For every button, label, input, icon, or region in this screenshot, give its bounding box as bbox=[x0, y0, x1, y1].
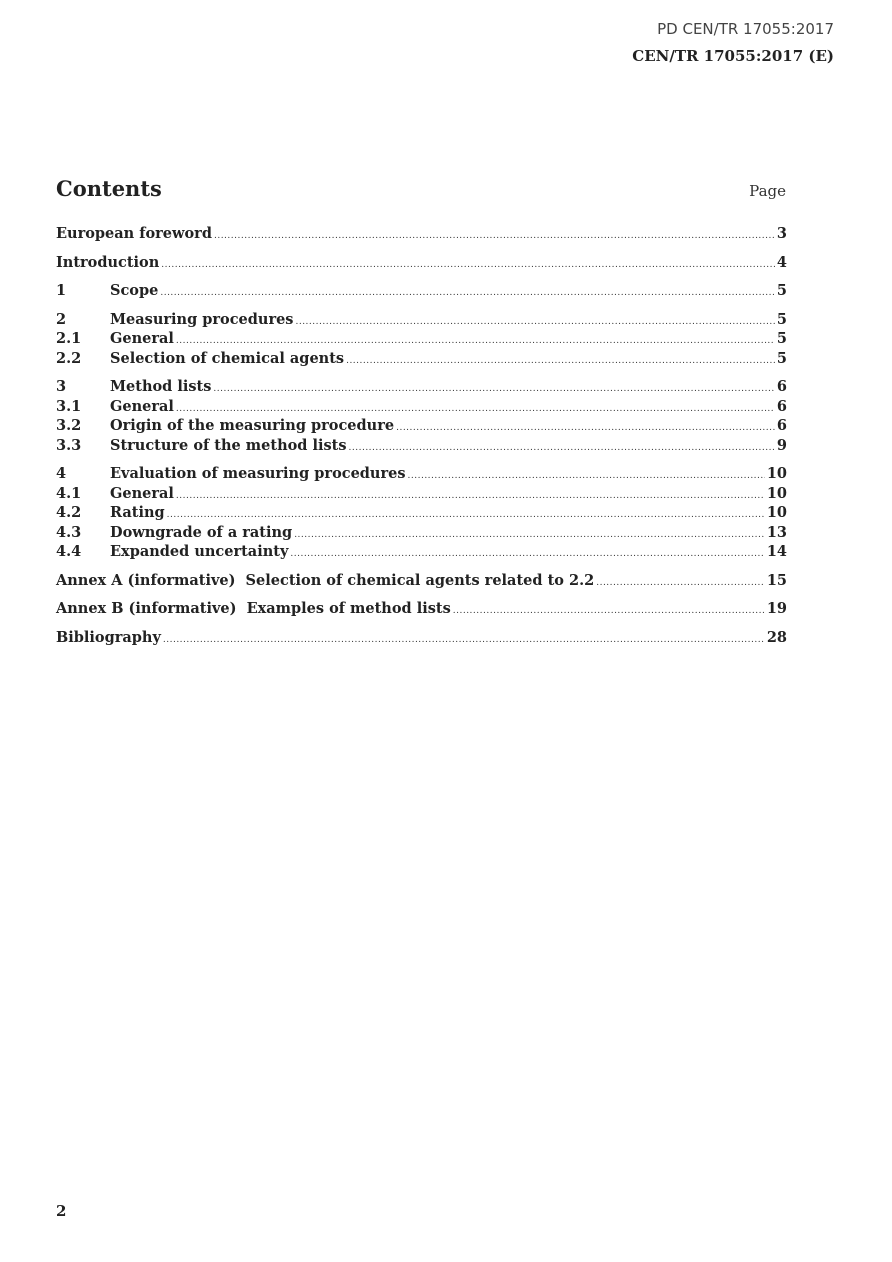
toc-entry-page: 4 bbox=[776, 253, 787, 271]
toc-entry-number: 4.1 bbox=[56, 484, 82, 502]
toc-entry-page: 6 bbox=[776, 378, 787, 395]
contents-heading: Contents bbox=[56, 176, 162, 201]
dot-leader bbox=[396, 423, 775, 433]
page-column-label: Page bbox=[749, 182, 786, 200]
document-id-header: PD CEN/TR 17055:2017 bbox=[657, 20, 834, 38]
dot-leader bbox=[176, 336, 775, 346]
dot-leader bbox=[160, 288, 775, 298]
toc-entry-title: Downgrade of a rating bbox=[110, 523, 293, 541]
document-id-language-header: CEN/TR 17055:2017 (E) bbox=[632, 47, 834, 65]
dot-leader bbox=[295, 317, 774, 327]
toc-entry-title: Evaluation of measuring procedures bbox=[110, 465, 406, 482]
toc-entry-page: 19 bbox=[766, 600, 787, 617]
dot-leader bbox=[176, 491, 765, 501]
dot-leader bbox=[176, 404, 775, 414]
toc-entry-number: 4.3 bbox=[56, 523, 82, 541]
toc-entry-number: 2 bbox=[56, 310, 67, 328]
toc-entry-title: General bbox=[110, 330, 174, 347]
toc-entry-page: 5 bbox=[776, 349, 787, 367]
toc-entry-annex-b[interactable] bbox=[56, 600, 787, 620]
toc-entry-bibliography[interactable] bbox=[56, 629, 787, 649]
dot-leader bbox=[161, 260, 775, 270]
page-number: 2 bbox=[56, 1202, 67, 1220]
toc-entry-structure-of-method-lists[interactable] bbox=[56, 437, 787, 457]
toc-entry-title: Annex B (informative) Examples of method lists bbox=[56, 600, 451, 617]
toc-entry-annex-a[interactable] bbox=[56, 572, 787, 592]
toc-entry-downgrade-of-rating[interactable] bbox=[56, 524, 787, 544]
toc-entry-number: 1 bbox=[56, 282, 67, 299]
toc-entry-page: 6 bbox=[776, 417, 787, 434]
toc-entry-number: 4 bbox=[56, 465, 67, 482]
toc-entry-number: 2.2 bbox=[56, 349, 82, 367]
toc-entry-title: Annex A (informative) Selection of chemical agents related to 2.2 bbox=[56, 571, 595, 589]
toc-entry-title: Introduction bbox=[56, 253, 160, 271]
toc-entry-page: 28 bbox=[766, 628, 787, 646]
toc-entry-number: 4.2 bbox=[56, 504, 82, 521]
toc-entry-number: 3 bbox=[56, 378, 67, 395]
toc-entry-title: General bbox=[110, 397, 174, 415]
toc-entry-title: Bibliography bbox=[56, 628, 161, 646]
toc-entry-page: 10 bbox=[766, 484, 787, 502]
toc-entry-title: Method lists bbox=[110, 378, 212, 395]
toc-entry-page: 14 bbox=[766, 543, 787, 560]
toc-entry-title: Structure of the method lists bbox=[110, 436, 347, 454]
dot-leader bbox=[408, 471, 765, 481]
toc-entry-title: Origin of the measuring procedure bbox=[110, 417, 395, 434]
toc-entry-title: Measuring procedures bbox=[110, 310, 294, 328]
toc-entry-page: 5 bbox=[776, 310, 787, 328]
toc-entry-rating[interactable] bbox=[56, 504, 787, 524]
table-of-contents bbox=[56, 225, 787, 648]
toc-entry-title: General bbox=[110, 484, 174, 502]
toc-entry-european-foreword[interactable] bbox=[56, 225, 787, 245]
dot-leader bbox=[290, 549, 764, 559]
toc-entry-origin-of-measuring-procedure[interactable] bbox=[56, 417, 787, 437]
toc-entry-title: Scope bbox=[110, 282, 159, 299]
toc-entry-number: 4.4 bbox=[56, 543, 82, 560]
toc-entry-selection-of-chemical-agents[interactable] bbox=[56, 350, 787, 370]
toc-entry-number: 3.3 bbox=[56, 436, 82, 454]
dot-leader bbox=[596, 578, 765, 588]
toc-entry-page: 6 bbox=[776, 397, 787, 415]
toc-entry-title: Rating bbox=[110, 504, 165, 521]
dot-leader bbox=[453, 606, 765, 616]
toc-entry-title: European foreword bbox=[56, 225, 212, 242]
toc-entry-page: 3 bbox=[776, 225, 787, 242]
toc-entry-4-1-general[interactable] bbox=[56, 485, 787, 505]
toc-entry-page: 9 bbox=[776, 436, 787, 454]
toc-entry-title: Selection of chemical agents bbox=[110, 349, 345, 367]
toc-entry-evaluation-of-measuring-procedures[interactable] bbox=[56, 465, 787, 485]
toc-entry-page: 15 bbox=[766, 571, 787, 589]
toc-entry-2-1-general[interactable] bbox=[56, 330, 787, 350]
dot-leader bbox=[294, 530, 765, 540]
toc-entry-page: 5 bbox=[776, 282, 787, 299]
toc-entry-method-lists[interactable] bbox=[56, 378, 787, 398]
toc-entry-page: 10 bbox=[766, 465, 787, 482]
toc-entry-page: 5 bbox=[776, 330, 787, 347]
dot-leader bbox=[163, 635, 765, 645]
toc-entry-number: 3.2 bbox=[56, 417, 82, 434]
toc-entry-expanded-uncertainty[interactable] bbox=[56, 543, 787, 563]
toc-entry-number: 3.1 bbox=[56, 397, 82, 415]
toc-entry-page: 13 bbox=[766, 523, 787, 541]
toc-entry-introduction[interactable] bbox=[56, 254, 787, 274]
toc-entry-3-1-general[interactable] bbox=[56, 398, 787, 418]
toc-entry-page: 10 bbox=[766, 504, 787, 521]
toc-entry-scope[interactable] bbox=[56, 282, 787, 302]
dot-leader bbox=[213, 384, 774, 394]
toc-entry-title: Expanded uncertainty bbox=[110, 543, 289, 560]
toc-entry-measuring-procedures[interactable] bbox=[56, 311, 787, 331]
dot-leader bbox=[167, 510, 765, 520]
dot-leader bbox=[214, 231, 775, 241]
toc-entry-number: 2.1 bbox=[56, 330, 82, 347]
dot-leader bbox=[346, 356, 775, 366]
dot-leader bbox=[349, 443, 775, 453]
